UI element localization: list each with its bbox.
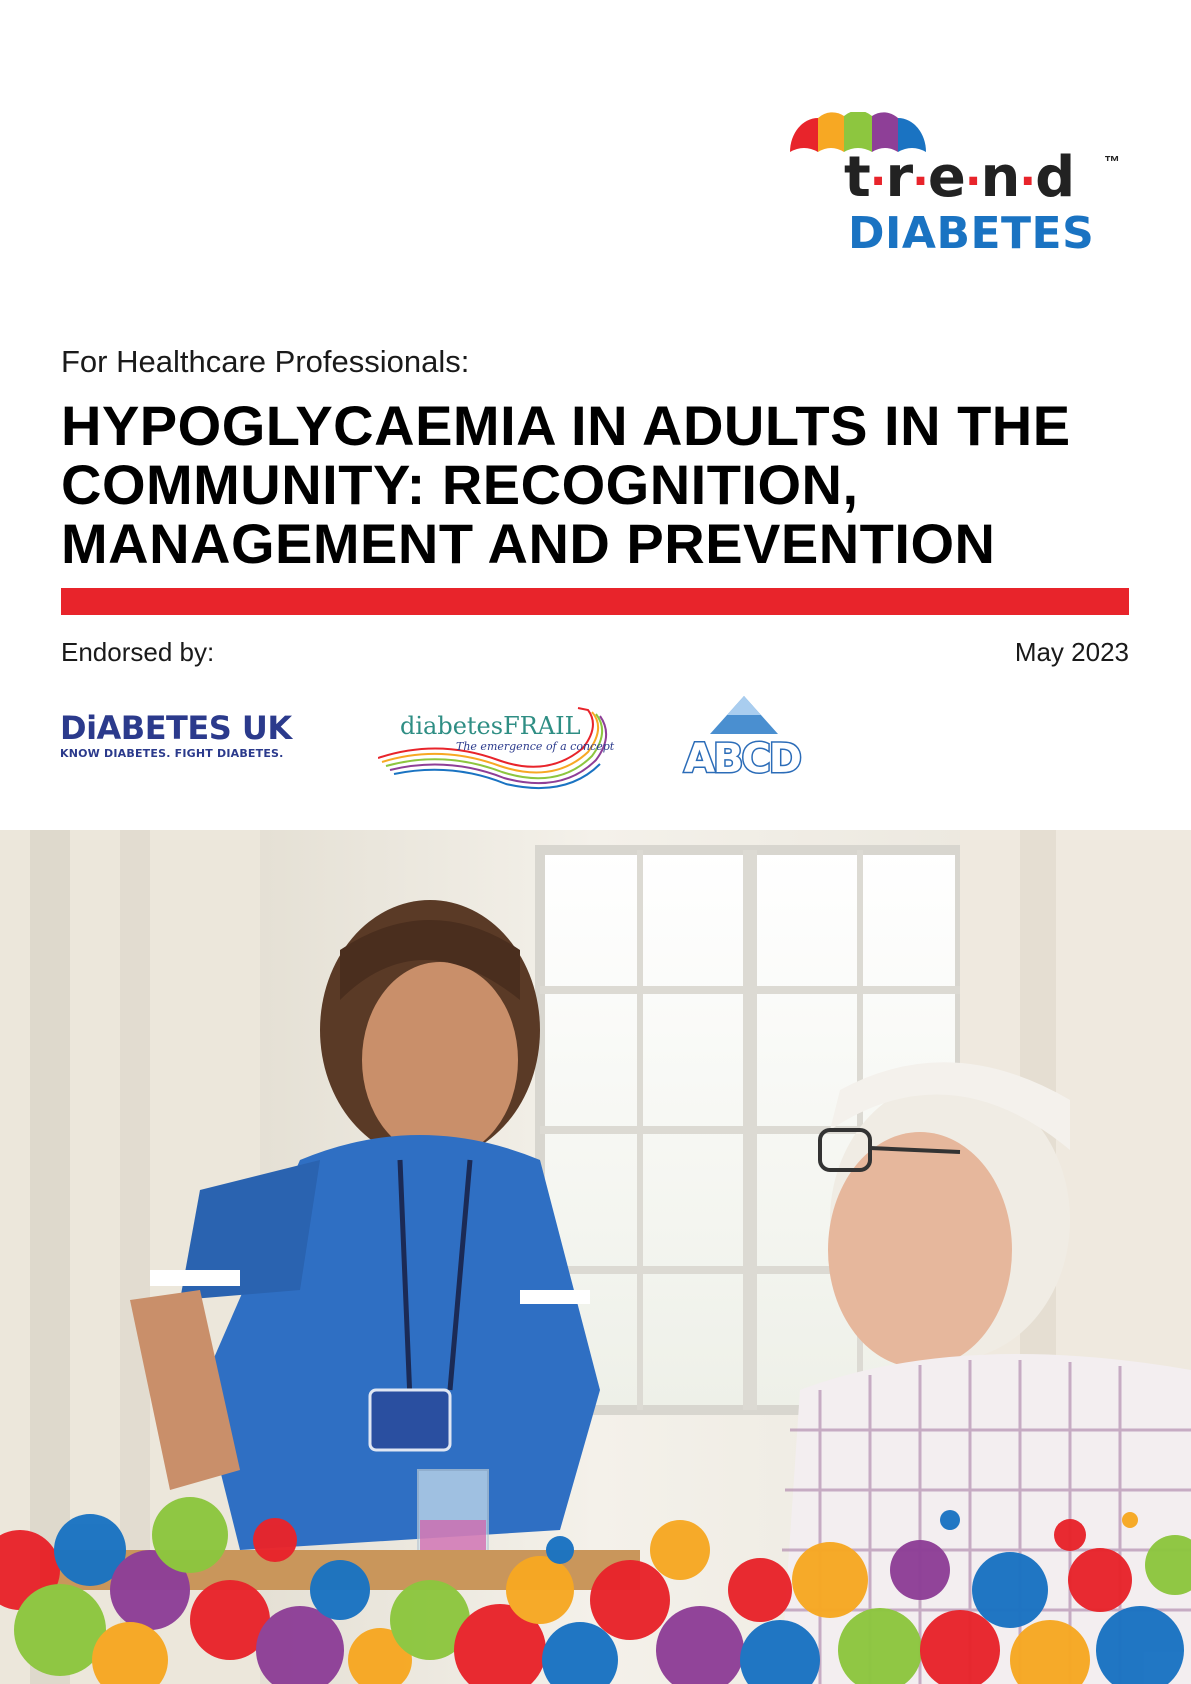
- trend-wordmark: t·r·e·n·d: [844, 145, 1075, 210]
- title-line: COMMUNITY: RECOGNITION,: [61, 453, 859, 516]
- diabetes-frail-name: diabetesFRAIL: [400, 712, 581, 740]
- abcd-logo: [682, 694, 817, 776]
- trend-diabetes-logo: [788, 112, 1133, 262]
- publication-date: May 2023: [1014, 637, 1129, 667]
- diabetes-uk-logo: [60, 709, 292, 760]
- diabetes-frail-tagline: The emergence of a concept: [456, 740, 615, 753]
- audience-subtitle: For Healthcare Professionals:: [61, 344, 470, 379]
- trademark-symbol: ™: [1104, 154, 1120, 171]
- endorsed-label: Endorsed by:: [61, 637, 215, 667]
- abcd-name: ABCD: [684, 736, 801, 776]
- nurse-serving-meal-photo: [0, 830, 1191, 1684]
- page-title: [61, 396, 1141, 573]
- title-line: MANAGEMENT AND PREVENTION: [61, 512, 996, 575]
- diabetes-uk-tagline: KNOW DIABETES. FIGHT DIABETES.: [60, 747, 284, 760]
- trend-diabetes-word: DIABETES: [848, 208, 1095, 259]
- diabetes-uk-name: DiABETES UK: [60, 709, 292, 747]
- diabetes-frail-logo: [378, 698, 628, 798]
- red-divider: [61, 588, 1129, 615]
- title-line: HYPOGLYCAEMIA IN ADULTS IN THE: [61, 394, 1071, 457]
